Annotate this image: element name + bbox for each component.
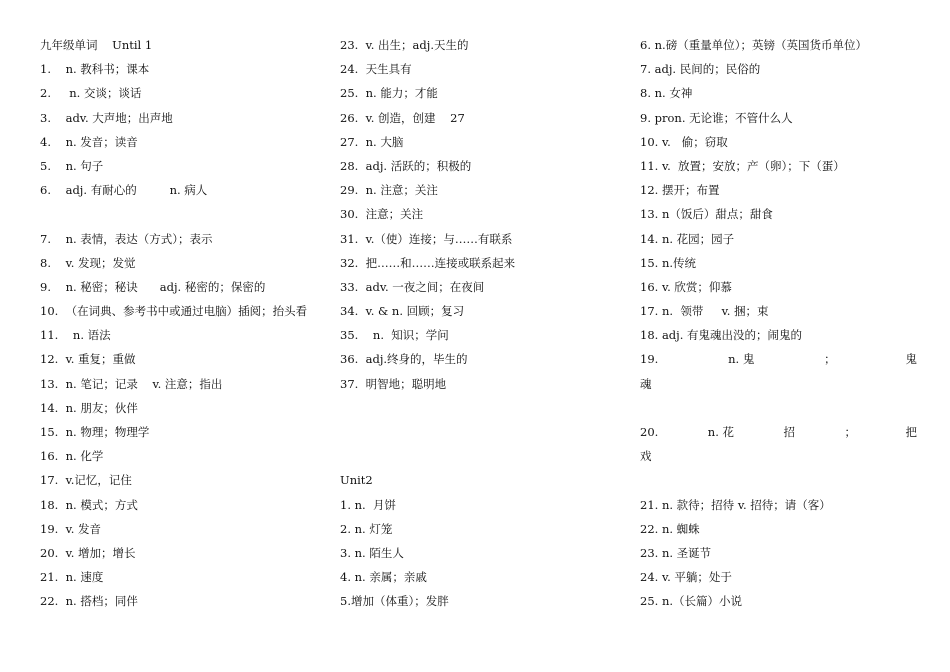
vocab-line: 20. v. 增加；增长 — [40, 545, 136, 560]
vocab-line: 1. n. 月饼 — [340, 497, 397, 512]
column-1 — [40, 33, 330, 614]
column-2 — [340, 33, 630, 614]
vocab-line: 25. n. 能力；才能 — [340, 86, 438, 101]
vocab-line: 15. n.传统 — [640, 255, 697, 270]
vocab-line: 4. n. 发音；读音 — [40, 134, 138, 149]
vocab-line: 5. n. 句子 — [40, 158, 104, 173]
vocab-line-part: 鬼 — [905, 352, 917, 367]
vocab-line: 21. n. 款待；招待 v. 招待；请（客） — [640, 497, 831, 512]
vocab-line: 16. v. 欣赏；仰慕 — [640, 279, 732, 294]
vocab-line: 10. （在词典、参考书中或通过电脑）插阅；抬头看 — [40, 304, 308, 319]
vocab-line: 18. n. 模式；方式 — [40, 497, 138, 512]
vocab-line: 8. v. 发现；发觉 — [40, 255, 136, 270]
vocab-line: 18. adj. 有鬼魂出没的；闹鬼的 — [640, 328, 803, 343]
vocab-line: 6. adj. 有耐心的 n. 病人 — [40, 183, 208, 198]
vocab-line: 12. v. 重复；重做 — [40, 352, 136, 367]
vocab-line: 9. n. 秘密；秘诀 adj. 秘密的；保密的 — [40, 279, 266, 294]
vocab-line: 11. n. 语法 — [40, 328, 111, 343]
vocab-line: 戏 — [640, 449, 652, 464]
vocab-line: 13. n（饭后）甜点；甜食 — [640, 207, 773, 222]
vocab-line-part: n. 花 — [707, 425, 734, 439]
blank-line — [340, 396, 630, 420]
vocab-line: 22. n. 蜘蛛 — [640, 521, 700, 536]
vocab-line: 23. n. 圣诞节 — [640, 545, 712, 560]
vocab-line: 4. n. 亲属；亲戚 — [340, 570, 427, 585]
vocab-line: 36. adj.终身的，毕生的 — [340, 352, 468, 367]
vocab-line: 24. v. 平躺；处于 — [640, 570, 732, 585]
vocab-line: 1. n. 教科书；课本 — [40, 62, 150, 77]
vocab-line: 25. n.（长篇）小说 — [640, 594, 743, 609]
blank-line — [340, 444, 630, 468]
vocab-line-justified — [640, 347, 917, 371]
vocab-line-part: 20. — [640, 425, 659, 439]
blank-line — [640, 396, 917, 420]
vocab-line: 魂 — [640, 376, 652, 391]
blank-line — [640, 468, 917, 492]
vocab-line: 22. n. 搭档；同伴 — [40, 594, 138, 609]
blank-line — [40, 202, 330, 226]
vocab-line: 15. n. 物理；物理学 — [40, 425, 150, 439]
vocab-line: 9. pron. 无论谁；不管什么人 — [640, 110, 793, 125]
vocab-line: 16. n. 化学 — [40, 449, 104, 464]
vocab-line: 17. n. 领带 v. 捆；束 — [640, 304, 769, 319]
vocab-line: 11. v. 放置；安放；产（卵）；下（蛋） — [640, 158, 845, 173]
vocab-line: 32. 把……和……连接或联系起来 — [340, 255, 516, 270]
vocab-line: 37. 明智地；聪明地 — [340, 376, 447, 391]
vocab-line: 7. n. 表情，表达（方式）；表示 — [40, 231, 213, 246]
vocab-line-part: ； — [844, 425, 856, 439]
vocab-line: 2. n. 灯笼 — [340, 521, 393, 536]
vocab-line: 24. 天生具有 — [340, 62, 412, 77]
vocab-line-part: 19. — [640, 352, 659, 367]
vocab-line: 8. n. 女神 — [640, 86, 693, 101]
vocab-line: 14. n. 花园；园子 — [640, 231, 735, 246]
vocab-line: 19. v. 发音 — [40, 521, 102, 536]
vocab-line: 3. adv. 大声地；出声地 — [40, 110, 173, 125]
vocab-line: 3. n. 陌生人 — [340, 545, 404, 560]
vocab-line: 12. 摆开；布置 — [640, 183, 720, 198]
vocab-line: 2. n. 交谈；谈话 — [40, 86, 142, 101]
vocab-line-part: 把 — [905, 425, 917, 439]
vocab-line: 5.增加（体重）；发胖 — [340, 594, 449, 609]
vocab-line: 31. v.（使）连接；与……有联系 — [340, 231, 513, 246]
vocab-line: 26. v. 创造，创建 27 — [340, 110, 465, 125]
vocab-line: 34. v. & n. 回顾；复习 — [340, 304, 465, 319]
vocab-line-part: 招 — [783, 425, 795, 439]
vocab-line: 13. n. 笔记；记录 v. 注意；指出 — [40, 376, 223, 391]
vocab-line: 29. n. 注意；关注 — [340, 183, 438, 198]
blank-line — [340, 420, 630, 444]
vocab-line: 7. adj. 民间的；民俗的 — [640, 62, 761, 77]
vocab-line: 28. adj. 活跃的；积极的 — [340, 158, 472, 173]
vocab-line: Unit2 — [340, 473, 373, 488]
column-3 — [640, 33, 917, 614]
vocab-line-part: ； — [824, 352, 836, 367]
vocab-line-justified — [640, 420, 917, 444]
vocab-line: 35. n. 知识；学问 — [340, 328, 449, 343]
vocab-line: 33. adv. 一夜之间；在夜间 — [340, 279, 485, 294]
vocab-line: 14. n. 朋友；伙伴 — [40, 400, 138, 415]
vocab-line-part: n. 鬼 — [728, 352, 755, 367]
vocab-line: 九年级单词 Until 1 — [40, 38, 153, 52]
vocab-line: 21. n. 速度 — [40, 570, 104, 585]
vocab-line: 30. 注意；关注 — [340, 207, 424, 222]
vocab-line: 23. v. 出生；adj.天生的 — [340, 38, 469, 52]
vocab-line: 6. n.磅（重量单位）；英镑（英国货币单位） — [640, 38, 867, 52]
vocab-line: 17. v.记忆，记住 — [40, 473, 132, 488]
vocab-line: 27. n. 大脑 — [340, 134, 404, 149]
vocab-line: 10. v. 偷；窃取 — [640, 134, 728, 149]
